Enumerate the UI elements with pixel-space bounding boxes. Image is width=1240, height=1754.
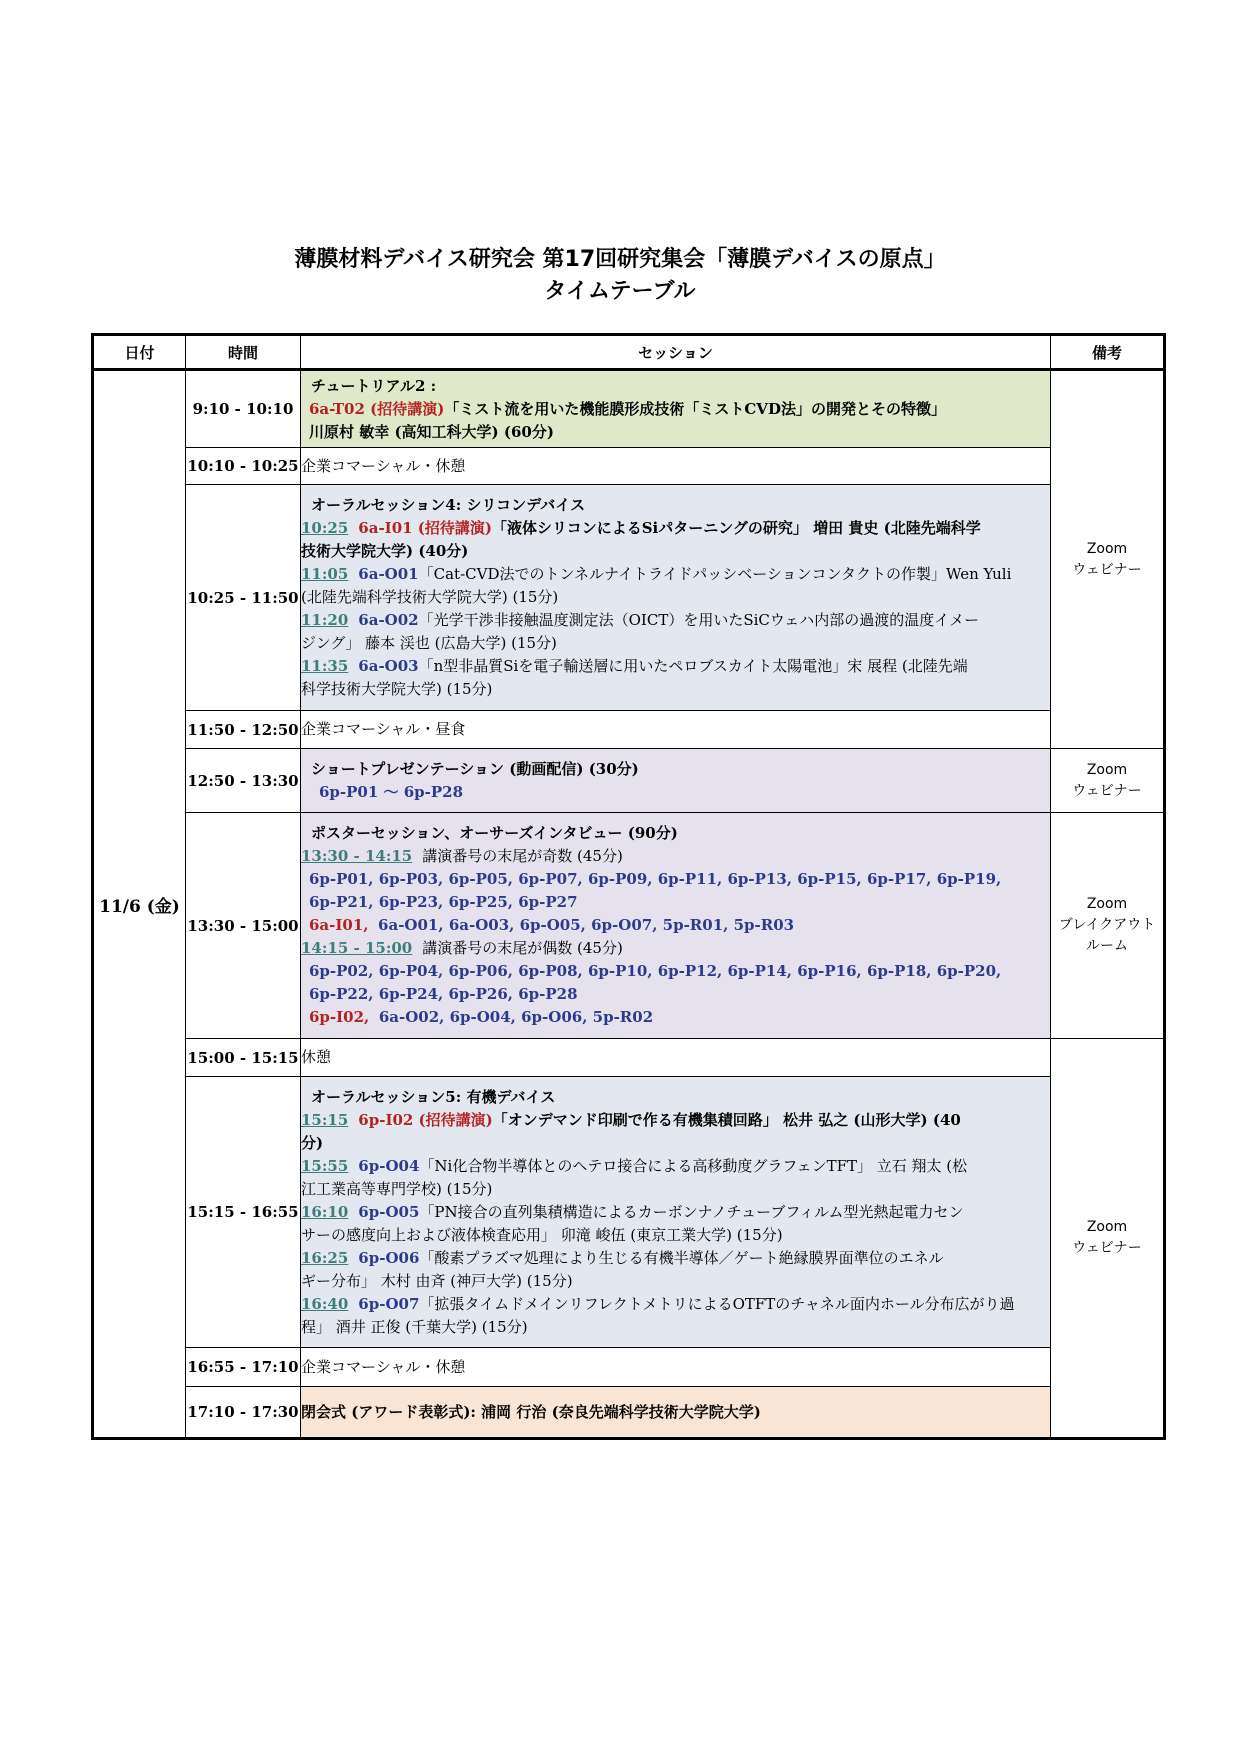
row-lunch <box>93 711 1165 749</box>
row-short-presentation <box>93 749 1165 813</box>
talk-time: 16:10 <box>301 1202 349 1221</box>
talk-time: 15:55 <box>301 1156 349 1175</box>
talk-text: 「Ni化合物半導体とのヘテロ接合による高移動度グラフェンTFT」 立石 翔太 (松 <box>419 1156 968 1175</box>
oral-5-talk-1 <box>301 1109 1050 1155</box>
talk-text: 「n型非晶質Siを電子輸送層に用いたペロブスカイト太陽電池」宋 展程 (北陸先端 <box>418 657 968 675</box>
note-webinar-3 <box>1051 1039 1165 1439</box>
time-break-2: 15:00 - 15:15 <box>186 1039 301 1077</box>
session-break-2: 休憩 <box>301 1039 1051 1077</box>
tutorial-title: 「ミスト流を用いた機能膜形成技術「ミストCVD法」の開発とその特徴」 <box>444 399 946 418</box>
note-breakout <box>1051 813 1165 1039</box>
note-webinar-2-line1: Zoom <box>1086 761 1128 778</box>
row-break-3 <box>93 1348 1165 1387</box>
oral-4-heading: オーラルセッション4: シリコンデバイス <box>311 496 586 514</box>
talk-text-cont: 科学技術大学院大学) (15分) <box>301 680 493 698</box>
poster-odd-line-3: 6a-O01, 6a-O03, 6p-O05, 6p-O07, 5p-R01, 5p-R03 <box>378 916 795 934</box>
session-closing: 閉会式 (アワード表彰式): 浦岡 行治 (奈良先端科学技術大学院大学) <box>301 1387 1051 1439</box>
talk-time: 10:25 <box>301 519 349 537</box>
row-poster <box>93 813 1165 1039</box>
talk-text-cont: 分) <box>301 1133 324 1152</box>
poster-odd-line-1: 6p-P01, 6p-P03, 6p-P05, 6p-P07, 6p-P09, 6p-P11, 6p-P13, 6p-P15, 6p-P17, 6p-P19, <box>309 870 1002 888</box>
header-date: 日付 <box>93 335 186 370</box>
session-break-3: 企業コマーシャル・休憩 <box>301 1348 1051 1387</box>
poster-slot-time-1: 13:30 - 14:15 <box>301 847 413 865</box>
poster-odd-invited: 6a-I01, <box>309 916 369 934</box>
talk-time: 11:05 <box>301 565 349 583</box>
note-webinar-1-line2: ウェビナー <box>1072 561 1142 578</box>
talk-time: 11:20 <box>301 611 349 629</box>
poster-even-line-2: 6p-P22, 6p-P24, 6p-P26, 6p-P28 <box>309 985 578 1003</box>
talk-text-cont: 江工業高等専門学校) (15分) <box>301 1179 493 1198</box>
tutorial-heading: チュートリアル2 : <box>311 376 437 395</box>
poster-even-line-3: 6a-O02, 6p-O04, 6p-O06, 5p-R02 <box>378 1008 654 1026</box>
talk-code: 6p-I02 (招待講演) <box>358 1110 493 1129</box>
talk-code: 6a-O02 <box>358 611 419 629</box>
talk-time: 16:40 <box>301 1294 349 1313</box>
session-oral-4 <box>301 485 1051 711</box>
talk-code: 6p-O06 <box>358 1248 420 1267</box>
short-codes: 6p-P01 ～ 6p-P28 <box>319 782 464 801</box>
oral-4-talk-3 <box>301 609 1050 655</box>
talk-code: 6p-O07 <box>358 1294 420 1313</box>
poster-heading: ポスターセッション、オーサーズインタビュー (90分) <box>311 824 678 842</box>
oral-5-talk-4 <box>301 1247 1050 1293</box>
talk-text: 「酸素プラズマ処理により生じる有機半導体／ゲート絶縁膜界面準位のエネル <box>419 1248 944 1267</box>
talk-code: 6p-O05 <box>358 1202 420 1221</box>
short-heading: ショートプレゼンテーション (動画配信) (30分) <box>311 759 639 778</box>
talk-text-cont: 程」 酒井 正俊 (千葉大学) (15分) <box>301 1317 528 1336</box>
title-line-1: 薄膜材料デバイス研究会 第17回研究集会「薄膜デバイスの原点」 <box>294 247 946 272</box>
oral-5-talk-3 <box>301 1201 1050 1247</box>
talk-text-cont: サーの感度向上および液体検査応用」 卯滝 峻伍 (東京工業大学) (15分) <box>301 1225 783 1244</box>
note-webinar-3-line1: Zoom <box>1086 1219 1128 1235</box>
oral-4-talk-4 <box>301 655 1050 701</box>
time-oral-5: 15:15 - 16:55 <box>186 1077 301 1348</box>
row-closing <box>93 1387 1165 1439</box>
header-session: セッション <box>301 335 1051 370</box>
talk-text-cont: (北陸先端科学技術大学院大学) (15分) <box>301 588 559 606</box>
oral-4-talk-2 <box>301 563 1050 609</box>
tutorial-code: 6a-T02 (招待講演) <box>309 399 445 418</box>
timetable <box>91 333 1166 1440</box>
session-tutorial <box>301 370 1051 448</box>
time-lunch: 11:50 - 12:50 <box>186 711 301 749</box>
poster-even-line-1: 6p-P02, 6p-P04, 6p-P06, 6p-P08, 6p-P10, 6p-P12, 6p-P14, 6p-P16, 6p-P18, 6p-P20, <box>309 962 1002 980</box>
talk-text: 「Cat-CVD法でのトンネルナイトライドパッシベーションコンタクトの作製」Wen Yuli <box>418 565 1012 583</box>
time-oral-4: 10:25 - 11:50 <box>186 485 301 711</box>
talk-text: 「オンデマンド印刷で作る有機集積回路」 松井 弘之 (山形大学) (40 <box>492 1110 961 1129</box>
note-breakout-line3: ルーム <box>1086 938 1128 954</box>
header-row <box>93 335 1165 370</box>
poster-odd-line-2: 6p-P21, 6p-P23, 6p-P25, 6p-P27 <box>309 893 578 911</box>
note-webinar-3-line2: ウェビナー <box>1072 1240 1142 1256</box>
poster-slot-time-2: 14:15 - 15:00 <box>301 939 413 957</box>
time-short: 12:50 - 13:30 <box>186 749 301 813</box>
poster-slot-desc-1: 講演番号の末尾が奇数 (45分) <box>422 847 623 865</box>
title-line-2: タイムテーブル <box>544 279 696 304</box>
oral-5-talk-2 <box>301 1155 1050 1201</box>
session-short <box>301 749 1051 813</box>
talk-time: 11:35 <box>301 657 349 675</box>
row-oral-5 <box>93 1077 1165 1348</box>
poster-even-invited: 6p-I02, <box>309 1008 370 1026</box>
oral-4-talk-1 <box>301 517 1050 563</box>
poster-slot-desc-2: 講演番号の末尾が偶数 (45分) <box>422 939 623 957</box>
talk-text-cont: 技術大学院大学) (40分) <box>301 542 469 560</box>
session-break-1: 企業コマーシャル・休憩 <box>301 448 1051 485</box>
talk-text: 「拡張タイムドメインリフレクトメトリによるOTFTのチャネル面内ホール分布広がり過 <box>419 1294 1015 1313</box>
talk-code: 6a-I01 (招待講演) <box>358 519 492 537</box>
time-tutorial: 9:10 - 10:10 <box>186 370 301 448</box>
time-closing: 17:10 - 17:30 <box>186 1387 301 1439</box>
row-tutorial <box>93 370 1165 448</box>
row-oral-4 <box>93 485 1165 711</box>
talk-text: 「光学干渉非接触温度測定法（OICT）を用いたSiCウェハ内部の過渡的温度イメー <box>418 611 980 629</box>
talk-text: 「PN接合の直列集積構造によるカーボンナノチューブフィルム型光熱起電力セン <box>419 1202 964 1221</box>
row-break-1 <box>93 448 1165 485</box>
talk-code: 6a-O01 <box>358 565 419 583</box>
header-note: 備考 <box>1051 335 1165 370</box>
header-time: 時間 <box>186 335 301 370</box>
document-title <box>0 244 1240 308</box>
oral-5-heading: オーラルセッション5: 有機デバイス <box>311 1087 556 1106</box>
note-webinar-2-line2: ウェビナー <box>1072 782 1142 799</box>
time-poster: 13:30 - 15:00 <box>186 813 301 1039</box>
note-webinar-2 <box>1051 749 1165 813</box>
note-webinar-1 <box>1051 370 1165 749</box>
talk-text-cont: ジング」 藤本 渓也 (広島大学) (15分) <box>301 634 557 652</box>
session-poster <box>301 813 1051 1039</box>
note-webinar-1-line1: Zoom <box>1086 540 1128 557</box>
date-cell: 11/6 (金) <box>93 370 186 1439</box>
talk-code: 6p-O04 <box>358 1156 420 1175</box>
talk-text: 「液体シリコンによるSiパターニングの研究」 増田 貴史 (北陸先端科学 <box>492 519 981 537</box>
talk-code: 6a-O03 <box>358 657 419 675</box>
note-breakout-line1: Zoom <box>1086 896 1128 912</box>
oral-5-talk-5 <box>301 1293 1050 1339</box>
time-break-3: 16:55 - 17:10 <box>186 1348 301 1387</box>
session-oral-5 <box>301 1077 1051 1348</box>
talk-text-cont: ギー分布」 木村 由斉 (神戸大学) (15分) <box>301 1271 573 1290</box>
tutorial-speaker: 川原村 敏幸 (高知工科大学) (60分) <box>309 422 554 441</box>
talk-time: 16:25 <box>301 1248 349 1267</box>
talk-time: 15:15 <box>301 1110 349 1129</box>
session-lunch: 企業コマーシャル・昼食 <box>301 711 1051 749</box>
row-break-2 <box>93 1039 1165 1077</box>
note-breakout-line2: ブレイクアウト <box>1058 917 1156 933</box>
time-break-1: 10:10 - 10:25 <box>186 448 301 485</box>
